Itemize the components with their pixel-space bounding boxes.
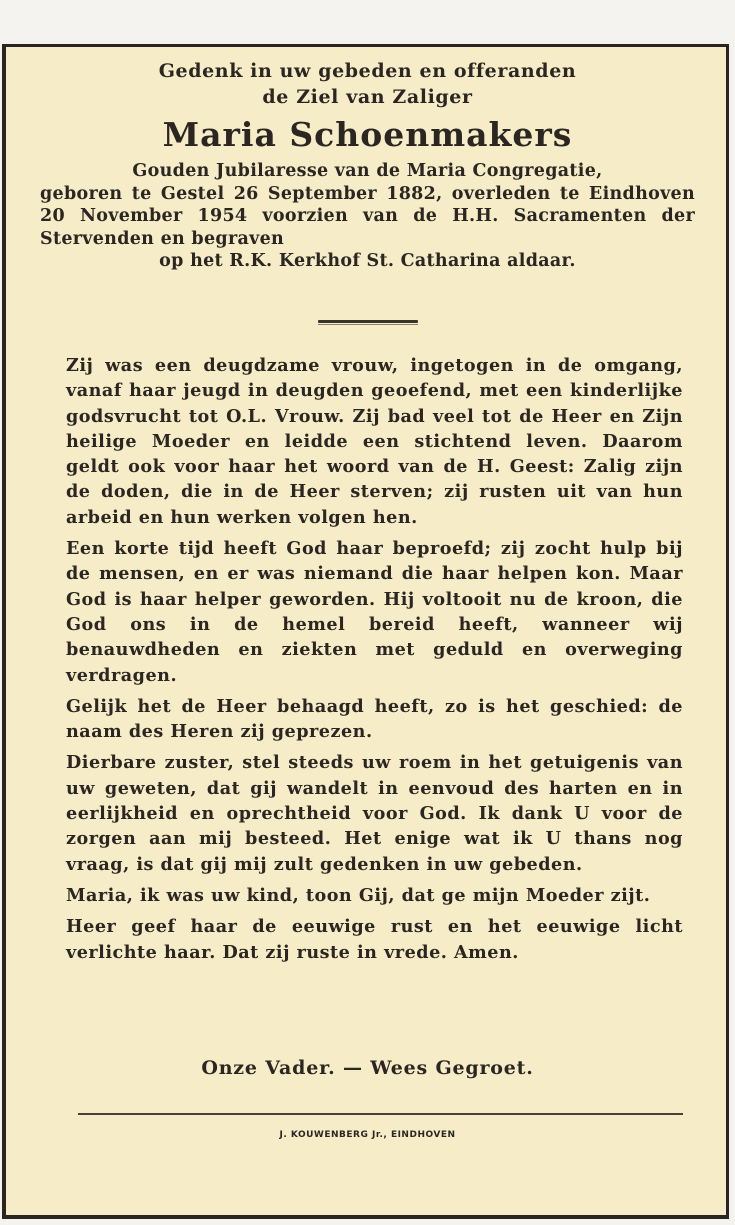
paragraph-1: Zij was een deugdzame vrouw, ingetogen in de omgang, vanaf haar jeugd in deugden geoefend, met een kinderlijke godsvrucht tot O.L. Vrouw. Zij bad veel tot de Heer en Zijn heilige Moeder en leidde een stichtend leven. Daarom geldt ook voor haar het woord van de H. Geest: Zalig zijn de doden, die in de Heer sterven; zij rusten uit van hun arbeid en hun werken volgen hen. [66,355,683,528]
bio-middle: geboren te Gestel 26 September 1882, overleden te Eindhoven 20 November 1954 voorzien van de H.H. Sacramenten der Stervenden en begraven [40,183,695,249]
divider-ornament [318,320,418,323]
biography [40,160,695,273]
card-header [40,58,695,273]
bio-last-line: op het R.K. Kerkhof St. Catharina aldaar. [159,251,576,271]
header-line-1: Gedenk in uw gebeden en offeranden [158,60,577,82]
paragraph-3: Gelijk het de Heer behaagd heeft, zo is het geschied: de naam des Heren zij geprezen. [66,695,683,743]
paragraph-6: Heer geef haar de eeuwige rust en het eeuwige licht verlichte haar. Dat zij ruste in vrede. Amen. [66,916,683,963]
background-top [0,0,735,44]
printer-imprint: J. KOUWENBERG Jr., EINDHOVEN [279,1130,456,1140]
prayer-text [66,353,683,971]
header-line-2: de Ziel van Zaliger [262,86,473,108]
paragraph-4: Dierbare zuster, stel steeds uw roem in het getuigenis van uw geweten, dat gij wandelt in eenvoud des harten en in eerlijkheid en oprechtheid voor God. Ik dank U voor de zorgen aan mij besteed. Het enige wat ik U thans nog vraag, is dat gij mij zult gedenken in uw gebeden. [66,752,683,875]
paragraph-2: Een korte tijd heeft God haar beproefd; zij zocht hulp bij de mensen, en er was niemand die haar helpen kon. Maar God is haar helper geworden. Hij voltooit nu de kroon, die God ons in de hemel bereid heeft, wanneer wij benauwdheden en ziekten met geduld en overweging verdragen. [66,538,683,686]
footer-rule [78,1113,683,1115]
deceased-name: Maria Schoenmakers [162,115,573,154]
bio-first-line: Gouden Jubilaresse van de Maria Congregatie, [132,161,603,181]
paragraph-5: Maria, ik was uw kind, toon Gij, dat ge mijn Moeder zijt. [66,884,651,906]
closing-prayers: Onze Vader. — Wees Gegroet. [201,1057,534,1079]
